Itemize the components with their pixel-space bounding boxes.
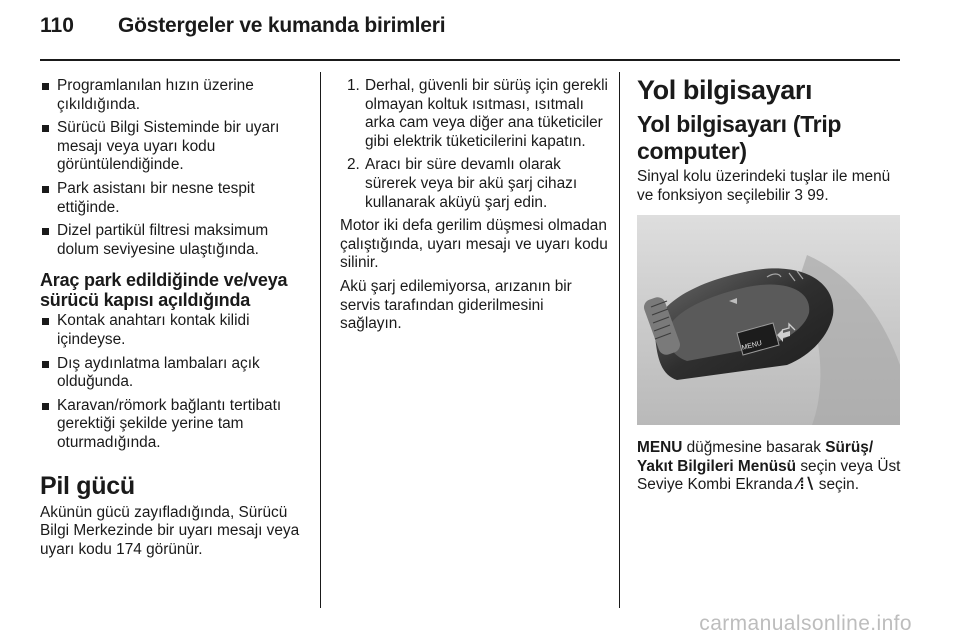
list-item: Sürücü Bilgi Sisteminde bir uyarı mesajı veya uyarı kodu görüntülendiğinde.	[40, 119, 308, 175]
intro-paragraph: Sinyal kolu üzerindeki tuşlar ile menü ve fonksiyon seçilebilir 3 99.	[637, 168, 891, 204]
bullet-icon	[42, 186, 49, 193]
page-number: 110	[40, 14, 74, 37]
bullet-icon	[42, 403, 49, 410]
service-paragraph: Akü şarj edilemiyorsa, arızanın bir servis tarafından giderilmesini sağlayın.	[340, 277, 572, 333]
voltage-paragraph: Motor iki defa gerilim düşmesi olmadan çalıştığında, uyarı mesajı ve uyarı kodu silinir.	[340, 217, 608, 272]
menu-name: Sürüş/ Yakıt Bilgileri Menüsü	[637, 439, 874, 475]
bullet-icon	[42, 228, 49, 235]
turn-signal-lever-photo	[637, 215, 900, 425]
instruction-paragraph: MENU düğmesine basarak Sürüş/ Yakıt Bilgileri Menüsü seçin veya Üst Seviye Kombi Ekranda ⁄⁞∖ seçin.	[637, 439, 901, 494]
list-item: Programlanılan hızın üzerine çıkıldığında.	[40, 77, 308, 114]
menu-button-label: MENU	[741, 340, 763, 353]
column-divider-1	[320, 72, 321, 608]
page-title: Göstergeler ve kumanda birimleri	[118, 14, 446, 37]
list-item: Dış aydınlatma lambaları açık olduğunda.	[40, 355, 308, 392]
list-item: Karavan/römork bağlantı tertibatı gerektiği şekilde yerine tam oturmadığında.	[40, 397, 308, 453]
page-header	[40, 14, 900, 44]
list-item: Park asistanı bir nesne tespit ettiğinde.	[40, 180, 308, 217]
battery-steps-list	[340, 77, 608, 212]
column-divider-2	[619, 72, 620, 608]
bullet-icon	[42, 125, 49, 132]
list-item: 1. Derhal, güvenli bir sürüş için gerekli olmayan koltuk ısıtması, ısıtmalı arka cam veya diğer ana tüketiciler gibi elektrik tüketicilerini kapatın.	[347, 77, 608, 150]
trip-computer-heading: Yol bilgisayarı	[637, 75, 813, 105]
list-item: Dizel partikül filtresi maksimum dolum seviyesine ulaştığında.	[40, 222, 308, 259]
bullet-icon	[42, 361, 49, 368]
list-item: 2. Aracı bir süre devamlı olarak sürerek veya bir akü şarj cihazı kullanarak aküyü şarj edin.	[347, 156, 578, 211]
page-reference: 99.	[807, 186, 829, 204]
column-3	[637, 75, 902, 500]
watermark: carmanualsonline.info	[699, 612, 912, 635]
parked-subheading: Araç park edildiğinde ve/veya sürücü kapısı açıldığında	[40, 270, 288, 311]
bullet-icon	[42, 318, 49, 325]
battery-paragraph: Akünün gücü zayıfladığında, Sürücü Bilgi Merkezinde bir uyarı mesajı veya uyarı kodu 174 görünür.	[40, 503, 300, 558]
step-number: 2.	[347, 156, 360, 174]
warning-conditions-list	[40, 77, 308, 259]
bullet-icon	[42, 83, 49, 90]
column-1	[40, 77, 308, 564]
trip-computer-subheading: Yol bilgisayarı (Trip computer)	[637, 111, 842, 164]
page-reference-icon: 3	[794, 186, 803, 204]
header-rule	[40, 59, 900, 61]
step-number: 1.	[347, 77, 360, 94]
display-symbol-icon: ⁄⁞∖	[796, 476, 815, 494]
battery-heading: Pil gücü	[40, 471, 135, 500]
parked-conditions-list	[40, 312, 308, 452]
menu-keyword: MENU	[637, 439, 683, 457]
column-2	[340, 77, 608, 339]
list-item: Kontak anahtarı kontak kilidi içindeyse.	[40, 312, 308, 349]
